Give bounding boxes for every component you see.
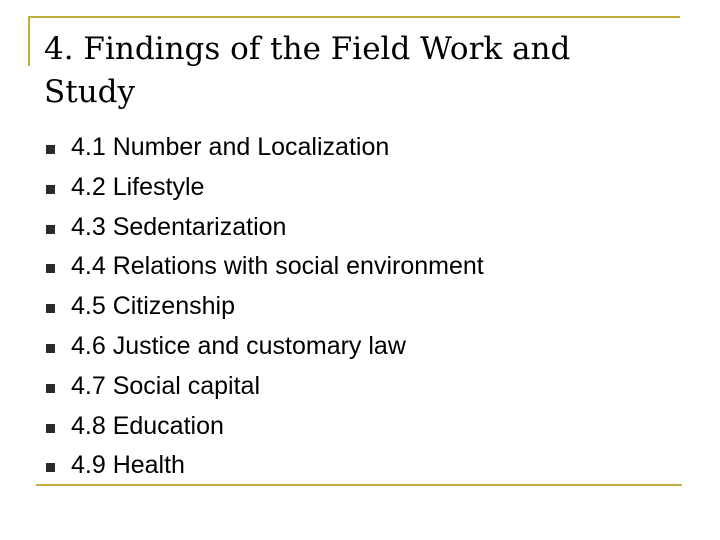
bullet-text: 4.3 Sedentarization	[71, 212, 287, 241]
bullet-item-citizenship	[44, 287, 484, 327]
bullet-text: 4.6 Justice and customary law	[71, 331, 406, 360]
square-bullet-icon	[46, 145, 55, 154]
square-bullet-icon	[46, 424, 55, 433]
square-bullet-icon	[46, 225, 55, 234]
bullet-list	[44, 128, 484, 486]
bottom-accent-rule	[36, 484, 682, 486]
bullet-text: 4.2 Lifestyle	[71, 172, 205, 201]
bullet-text: 4.4 Relations with social environment	[71, 252, 484, 281]
bullet-item-lifestyle	[44, 168, 484, 208]
bullet-item-number-localization	[44, 128, 484, 168]
square-bullet-icon	[46, 384, 55, 393]
bullet-text: 4.7 Social capital	[71, 371, 261, 400]
bullet-item-health	[44, 446, 484, 486]
square-bullet-icon	[46, 264, 55, 273]
bullet-item-social-capital	[44, 367, 484, 407]
square-bullet-icon	[46, 344, 55, 353]
bullet-item-education	[44, 407, 484, 447]
bullet-text: 4.8 Education	[71, 411, 224, 440]
bullet-item-sedentarization	[44, 208, 484, 248]
bullet-item-justice-customary-law	[44, 327, 484, 367]
square-bullet-icon	[46, 304, 55, 313]
slide-title: 4. Findings of the Field Work and Study	[44, 31, 571, 110]
square-bullet-icon	[46, 185, 55, 194]
bullet-item-social-environment	[44, 247, 484, 287]
bullet-text: 4.9 Health	[71, 451, 185, 480]
bullet-text: 4.1 Number and Localization	[71, 133, 390, 161]
left-accent-rule	[28, 16, 30, 66]
square-bullet-icon	[46, 463, 55, 472]
bullet-text: 4.5 Citizenship	[71, 292, 235, 321]
top-accent-rule	[28, 16, 680, 18]
